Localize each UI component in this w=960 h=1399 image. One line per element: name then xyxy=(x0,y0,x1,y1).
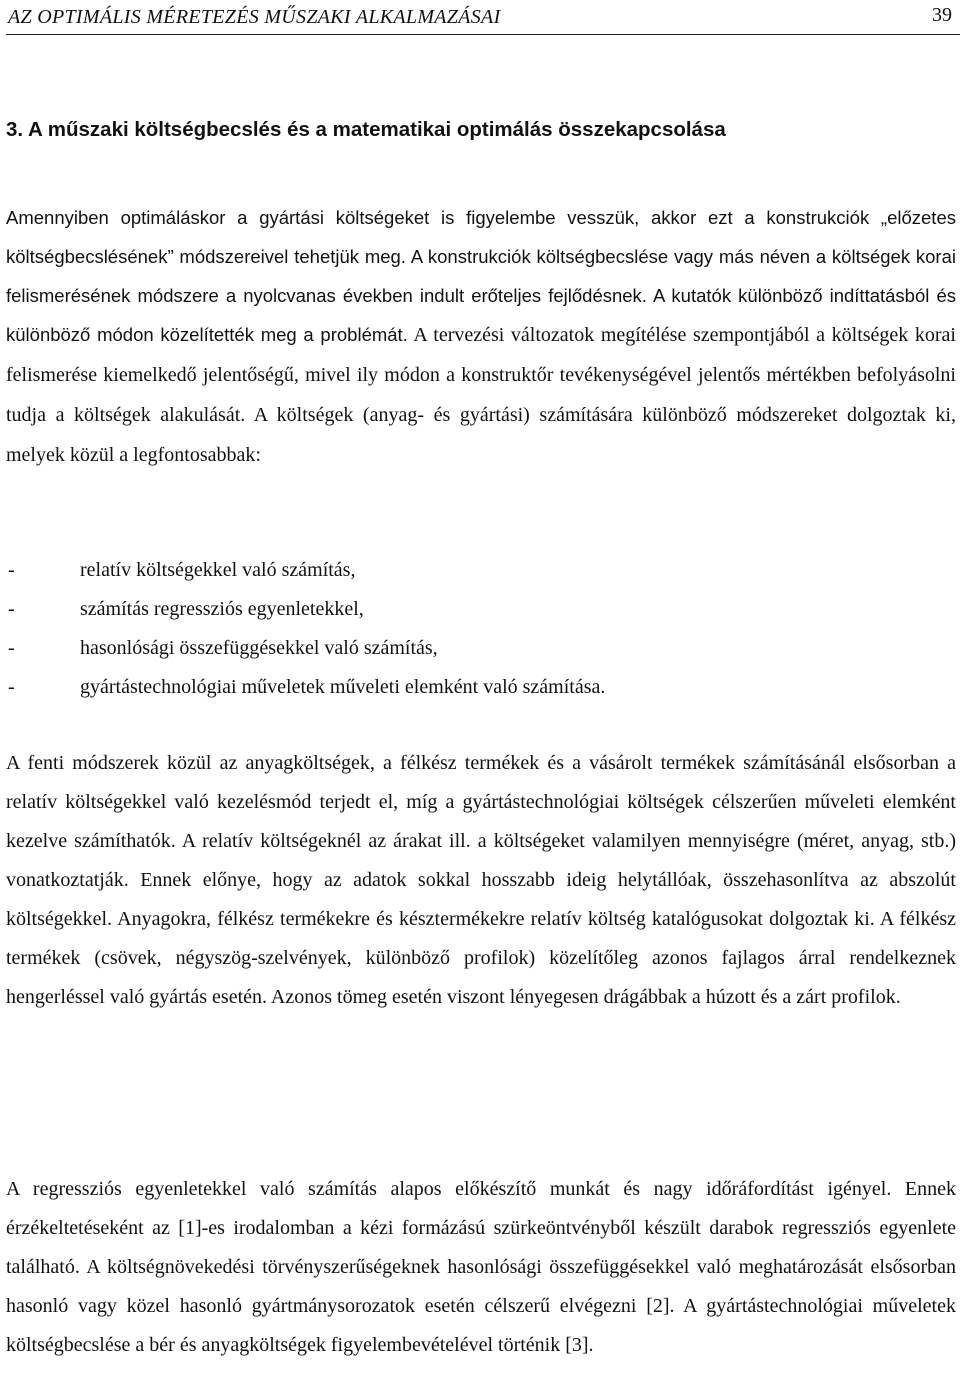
list-item xyxy=(6,590,956,629)
paragraph-intro xyxy=(6,198,956,475)
methods-list xyxy=(6,551,956,707)
paragraph-methods-comparison: A fenti módszerek közül az anyagköltségek, a félkész termékek és a vásárolt termékek számításánál elsősorban a relatív költségekkel való kezelésmód terjedt el, míg a gyártástechnológiai költségek célszerűen műveleti elemként kezelve számíthatók. A relatív költségeknél az árakat ill. a költségeket valamilyen mennyiségre (méret, anyag, stb.) vonatkoztatják. Ennek előnye, hogy az adatok sokkal hosszabb ideig helytállóak, összehasonlítva az abszolút költségekkel. Anyagokra, félkész termékekre és késztermékekre relatív költség katalógusokat dolgoztak ki. A félkész termékek (csövek, négyszög-szelvények, különböző profilok) közelítőleg azonos fajlagos árral rendelkeznek hengerléssel való gyártás esetén. Azonos tömeg esetén viszont lényegesen drágábbak a húzott és a zárt profilok. xyxy=(6,752,956,1008)
list-dash: - xyxy=(8,559,15,581)
list-item xyxy=(6,668,956,707)
list-dash: - xyxy=(8,598,15,620)
list-dash: - xyxy=(8,676,15,698)
page-number: 39 xyxy=(932,4,952,26)
page-header xyxy=(6,4,960,35)
list-dash: - xyxy=(8,637,15,659)
list-item-text: gyártástechnológiai műveletek műveleti elemként való számítása. xyxy=(80,676,606,698)
paragraph-intro-sans-text: Amennyiben optimáláskor a gyártási költségeket is figyelembe vesszük, akkor ezt a konstrukciók „előzetes költségbecslésének” módszereivel tehetjük meg. A konstrukciók költségbecslése vagy más néven a költségek korai felismerésének módszere a nyolcvanas években indult erőteljes fejlődésnek. A kutatók különböző indíttatásból és különböző módon közelítették meg a problémát. xyxy=(6,207,956,345)
list-item-text: relatív költségekkel való számítás, xyxy=(80,559,356,581)
list-item xyxy=(6,551,956,590)
list-item-text: számítás regressziós egyenletekkel, xyxy=(80,598,364,620)
list-item xyxy=(6,629,956,668)
paragraph-regression: A regressziós egyenletekkel való számítás alapos előkészítő munkát és nagy időráfordítást igényel. Ennek érzékeltetéseként az [1]-es irodalomban a kézi formázású szürkeöntvényből készült darabok regressziós egyenlete található. A költségnövekedési törvényszerűségeknek hasonlósági összefüggésekkel való meghatározását elsősorban hasonló vagy közel hasonló gyártmánysorozatok esetén célszerű elvégezni [2]. A gyártástechnológiai műveletek költségbecslése a bér és anyagköltségek figyelembevételével történik [3]. xyxy=(6,1178,956,1356)
running-title: AZ OPTIMÁLIS MÉRETEZÉS MŰSZAKI ALKALMAZÁSAI xyxy=(8,6,501,28)
section-title: 3. A műszaki költségbecslés és a matematikai optimálás összekapcsolása xyxy=(6,118,726,141)
paragraph-intro-serif-text: A tervezési változatok megítélése szempontjából a költségek korai felismerése kiemelkedő jelentőségű, mivel ily módon a konstruktőr tevékenységével jelentős mértékben befolyásolni tudja a költségek alakulását. A költségek (anyag- és gyártási) számítására különböző módszereket dolgoztak ki, melyek közül a legfontosabbak: xyxy=(6,324,956,466)
list-item-text: hasonlósági összefüggésekkel való számítás, xyxy=(80,637,438,659)
